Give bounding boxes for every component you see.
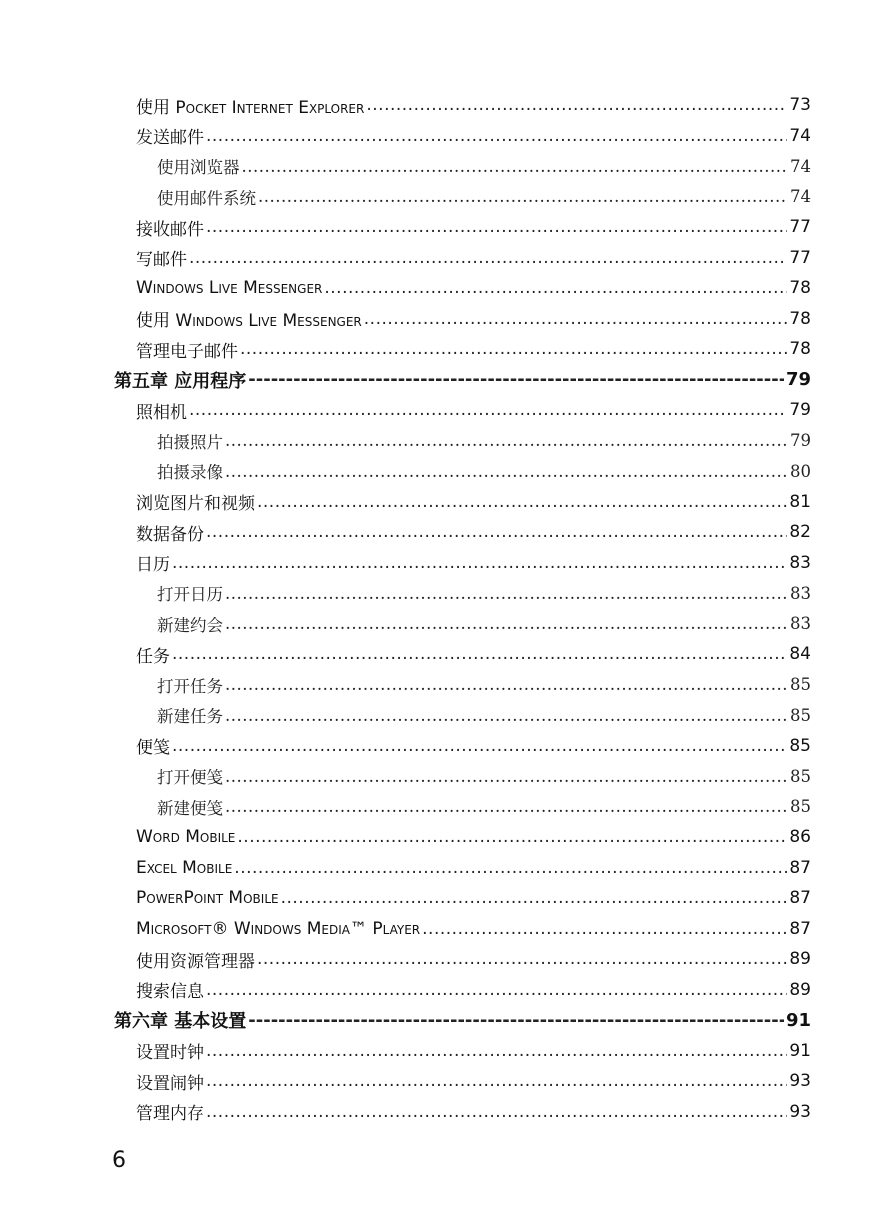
toc-leader-dots xyxy=(240,339,787,359)
table-of-contents xyxy=(0,90,869,1127)
toc-leader-dots xyxy=(257,492,787,512)
toc-entry xyxy=(0,670,869,701)
toc-entry-title: Windows Live Messenger xyxy=(136,278,323,299)
toc-leader-dots xyxy=(225,584,788,603)
toc-entry xyxy=(0,1097,869,1128)
toc-entry-title: 接收邮件 xyxy=(136,219,204,240)
toc-entry-page: 89 xyxy=(789,949,811,970)
toc-entry-page: 77 xyxy=(789,247,811,268)
toc-entry-page: 84 xyxy=(789,644,811,665)
toc-entry-title: 拍摄录像 xyxy=(157,463,223,483)
toc-leader-dots xyxy=(281,888,788,908)
toc-entry-title: Word Mobile xyxy=(136,827,236,848)
toc-entry xyxy=(0,944,869,975)
toc-leader-dots xyxy=(206,980,787,1000)
toc-entry-page: 82 xyxy=(789,522,811,543)
toc-leader-dots xyxy=(324,278,787,298)
toc-entry xyxy=(0,1036,869,1067)
toc-entry xyxy=(0,304,869,335)
toc-entry-page: 83 xyxy=(789,552,811,573)
toc-entry xyxy=(0,1066,869,1097)
toc-entry-page: 79 xyxy=(785,369,811,391)
toc-entry xyxy=(0,90,869,121)
toc-entry-page: 81 xyxy=(789,491,811,512)
toc-entry-title: PowerPoint Mobile xyxy=(136,888,279,909)
toc-chapter-entry xyxy=(0,1005,869,1036)
toc-entry xyxy=(0,395,869,426)
toc-entry xyxy=(0,426,869,457)
toc-entry-page: 80 xyxy=(790,461,811,481)
toc-leader-dots xyxy=(206,522,787,542)
toc-entry-title: 新建约会 xyxy=(157,615,223,635)
toc-entry-page: 93 xyxy=(789,1071,811,1092)
toc-leader-dots xyxy=(172,736,787,756)
toc-entry-page: 78 xyxy=(789,308,811,329)
toc-entry-page: 83 xyxy=(790,583,811,603)
toc-entry-page: 79 xyxy=(789,400,811,421)
toc-leader-dots xyxy=(225,614,788,633)
toc-entry-title: 发送邮件 xyxy=(136,128,204,149)
toc-leader-dots xyxy=(366,95,787,115)
toc-entry xyxy=(0,914,869,945)
toc-leader-dots xyxy=(189,248,787,268)
toc-entry xyxy=(0,456,869,487)
toc-entry-title: 搜索信息 xyxy=(136,982,204,1003)
toc-leader-dots xyxy=(225,706,788,725)
toc-entry xyxy=(0,883,869,914)
toc-entry-title: 打开便笺 xyxy=(157,768,223,788)
toc-entry xyxy=(0,212,869,243)
toc-leader-dots xyxy=(172,553,787,573)
toc-entry-page: 74 xyxy=(790,156,811,176)
toc-entry-page: 87 xyxy=(789,888,811,909)
toc-leader-dots xyxy=(206,1041,787,1061)
toc-entry-page: 77 xyxy=(789,217,811,238)
toc-entry-title: 照相机 xyxy=(136,402,187,423)
toc-entry-title: 设置闹钟 xyxy=(136,1073,204,1094)
toc-entry-page: 74 xyxy=(789,125,811,146)
toc-entry-page: 89 xyxy=(789,979,811,1000)
toc-leader-dots xyxy=(257,949,787,969)
toc-entry-title: 第五章 应用程序 xyxy=(114,370,247,392)
toc-entry-title: 管理电子邮件 xyxy=(136,341,238,362)
toc-entry-title: 拍摄照片 xyxy=(157,432,223,452)
toc-leader-dots xyxy=(258,187,788,206)
toc-leader-dots xyxy=(225,675,788,694)
toc-entry-title: 任务 xyxy=(136,646,170,667)
toc-entry xyxy=(0,639,869,670)
toc-entry-page: 83 xyxy=(790,614,811,634)
toc-entry xyxy=(0,182,869,213)
toc-entry-title: 日历 xyxy=(136,555,170,576)
toc-leader-dots xyxy=(234,858,787,878)
toc-chapter-entry xyxy=(0,365,869,396)
toc-entry-title: Microsoft® Windows Media™ Player xyxy=(136,918,421,939)
toc-leader-dots xyxy=(422,919,787,939)
toc-entry-page: 85 xyxy=(790,705,811,725)
toc-entry xyxy=(0,517,869,548)
toc-entry-page: 85 xyxy=(790,675,811,695)
toc-leader-dots xyxy=(206,1102,787,1122)
toc-entry xyxy=(0,273,869,304)
toc-entry-title: 使用邮件系统 xyxy=(157,188,256,208)
toc-entry-title: 第六章 基本设置 xyxy=(114,1011,247,1033)
toc-entry-page: 91 xyxy=(785,1009,811,1031)
toc-leader-dots xyxy=(364,309,788,329)
toc-leader-dots xyxy=(237,827,787,847)
toc-leader-dots xyxy=(225,462,788,481)
toc-entry xyxy=(0,548,869,579)
toc-entry xyxy=(0,792,869,823)
toc-entry xyxy=(0,731,869,762)
toc-entry xyxy=(0,700,869,731)
toc-entry-title: 设置时钟 xyxy=(136,1043,204,1064)
toc-entry-page: 78 xyxy=(789,278,811,299)
toc-leader-dots xyxy=(172,644,787,664)
toc-leader-dots xyxy=(248,369,784,390)
toc-entry xyxy=(0,975,869,1006)
page-number: 6 xyxy=(112,1148,126,1173)
toc-entry-title: 新建任务 xyxy=(157,707,223,727)
toc-leader-dots xyxy=(248,1010,784,1031)
toc-entry-page: 87 xyxy=(789,857,811,878)
toc-entry-page: 86 xyxy=(789,827,811,848)
toc-entry xyxy=(0,822,869,853)
toc-leader-dots xyxy=(206,1071,787,1091)
toc-entry-page: 91 xyxy=(789,1040,811,1061)
toc-entry xyxy=(0,121,869,152)
toc-entry-title: 写邮件 xyxy=(136,250,187,271)
toc-leader-dots xyxy=(206,126,787,146)
toc-entry-page: 85 xyxy=(789,735,811,756)
toc-entry-page: 74 xyxy=(790,187,811,207)
toc-entry-title: 浏览图片和视频 xyxy=(136,494,255,515)
toc-entry xyxy=(0,487,869,518)
toc-entry-title: 使用 Pocket Internet Explorer xyxy=(136,97,365,118)
toc-leader-dots xyxy=(225,767,788,786)
toc-entry xyxy=(0,151,869,182)
toc-entry-title: 使用资源管理器 xyxy=(136,951,255,972)
toc-entry-title: 使用浏览器 xyxy=(157,158,240,178)
toc-leader-dots xyxy=(225,797,788,816)
toc-entry xyxy=(0,609,869,640)
toc-entry xyxy=(0,578,869,609)
toc-entry-title: 打开任务 xyxy=(157,676,223,696)
toc-entry-page: 93 xyxy=(789,1101,811,1122)
toc-entry-title: 便笺 xyxy=(136,738,170,759)
toc-entry-page: 79 xyxy=(790,431,811,451)
toc-entry-page: 85 xyxy=(790,797,811,817)
toc-entry-page: 85 xyxy=(790,766,811,786)
toc-entry-page: 87 xyxy=(789,918,811,939)
toc-entry xyxy=(0,853,869,884)
toc-leader-dots xyxy=(225,431,788,450)
toc-entry-title: 数据备份 xyxy=(136,524,204,545)
toc-leader-dots xyxy=(189,400,787,420)
toc-leader-dots xyxy=(242,157,789,176)
toc-entry-title: Excel Mobile xyxy=(136,857,233,878)
toc-entry xyxy=(0,761,869,792)
toc-entry-title: 打开日历 xyxy=(157,585,223,605)
toc-entry-title: 使用 Windows Live Messenger xyxy=(136,311,362,332)
toc-entry-page: 73 xyxy=(789,95,811,116)
toc-entry-title: 管理内存 xyxy=(136,1104,204,1125)
toc-leader-dots xyxy=(206,217,787,237)
toc-entry xyxy=(0,243,869,274)
toc-entry-page: 78 xyxy=(789,339,811,360)
toc-entry-title: 新建便笺 xyxy=(157,798,223,818)
toc-entry xyxy=(0,334,869,365)
